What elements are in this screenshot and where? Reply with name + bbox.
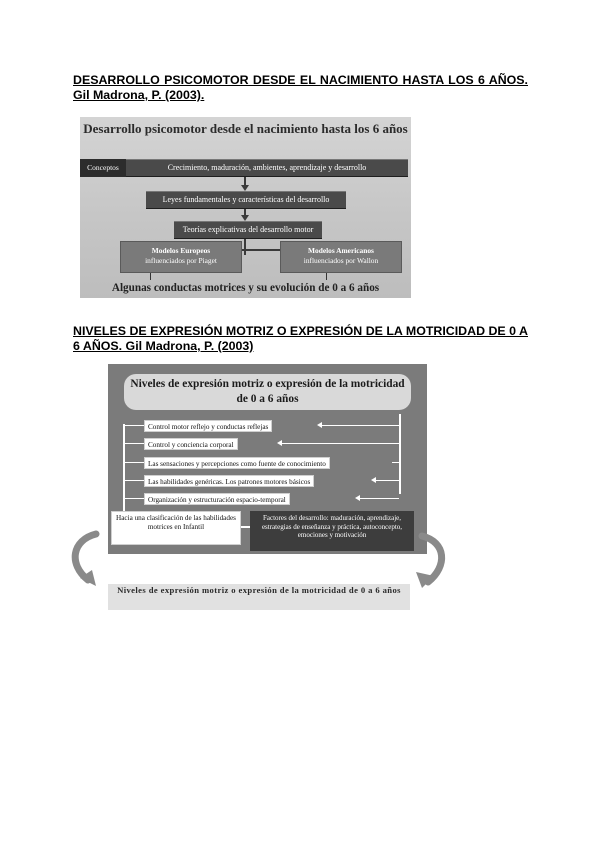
connector-line: [282, 443, 399, 444]
american-models-box: [280, 241, 402, 273]
connector-line: [123, 425, 144, 426]
connector-line: [376, 480, 399, 481]
connector-line: [240, 249, 280, 251]
level-item: Las sensaciones y percepciones como fuente de conocimiento: [144, 457, 330, 469]
theories-row: Teorías explicativas del desarrollo motor: [174, 221, 322, 239]
curved-arrow-left-icon: [66, 530, 102, 588]
connector-line: [322, 425, 399, 426]
figure1-bottom-label: Algunas conductas motrices y su evolución de 0 a 6 años: [111, 282, 380, 294]
european-models-title: Modelos Europeos: [151, 246, 211, 255]
connector-line: [123, 462, 144, 463]
connector-line: [360, 498, 399, 499]
arrow-left-icon: [317, 422, 322, 428]
level-item: Control motor reflejo y conductas reflejas: [144, 420, 272, 432]
tick-mark: [150, 273, 151, 280]
american-models-title: Modelos Americanos: [308, 246, 374, 255]
concepts-row: Crecimiento, maduración, ambientes, aprendizaje y desarrollo: [126, 159, 408, 177]
classification-box: Hacia una clasificación de las habilidades motrices en Infantil: [111, 511, 241, 545]
connector-line: [123, 480, 144, 481]
european-models-box: [120, 241, 242, 273]
level-item: Control y conciencia corporal: [144, 438, 238, 450]
section1-heading: DESARROLLO PSICOMOTOR DESDE EL NACIMIENTO HASTA LOS 6 AÑOS. Gil Madrona, P. (2003).: [73, 73, 528, 102]
section2-heading: NIVELES DE EXPRESIÓN MOTRIZ O EXPRESIÓN DE LA MOTRICIDAD DE 0 A 6 AÑOS. Gil Madrona, P. (2003): [73, 324, 528, 353]
level-item: Organización y estructuración espacio-temporal: [144, 493, 290, 505]
connector-line: [123, 498, 144, 499]
right-connector-line: [399, 414, 401, 494]
european-models-subtitle: influenciados por Piaget: [145, 256, 217, 265]
connector-line: [244, 239, 246, 255]
figure1-title: Desarrollo psicomotor desde el nacimiento hasta los 6 años: [83, 121, 408, 136]
development-factors-box: Factores del desarrollo: maduración, aprendizaje, estrategias de enseñanza y práctica, autoconcepto, emociones y motivación: [250, 511, 414, 551]
connector-line: [392, 462, 399, 463]
american-models-subtitle: influenciados por Wallon: [303, 256, 379, 265]
connector-line: [123, 443, 144, 444]
arrow-left-icon: [277, 440, 282, 446]
concepts-label: Conceptos: [80, 159, 126, 177]
curved-arrow-right-icon: [414, 530, 450, 588]
psychomotor-development-figure: [80, 117, 411, 298]
arrow-left-icon: [355, 495, 360, 501]
tick-mark: [326, 273, 327, 280]
laws-row: Leyes fundamentales y características del desarrollo: [146, 191, 346, 209]
connector-line: [241, 526, 250, 528]
motor-expression-levels-figure: [108, 364, 427, 554]
arrow-left-icon: [371, 477, 376, 483]
figure2-title: Niveles de expresión motriz o expresión de la motricidad de 0 a 6 años: [124, 374, 411, 410]
level-item: Las habilidades genéricas. Los patrones motores básicos: [144, 475, 314, 487]
figure2-caption: Niveles de expresión motriz o expresión de la motricidad de 0 a 6 años: [108, 584, 410, 610]
left-connector-line: [123, 424, 125, 520]
